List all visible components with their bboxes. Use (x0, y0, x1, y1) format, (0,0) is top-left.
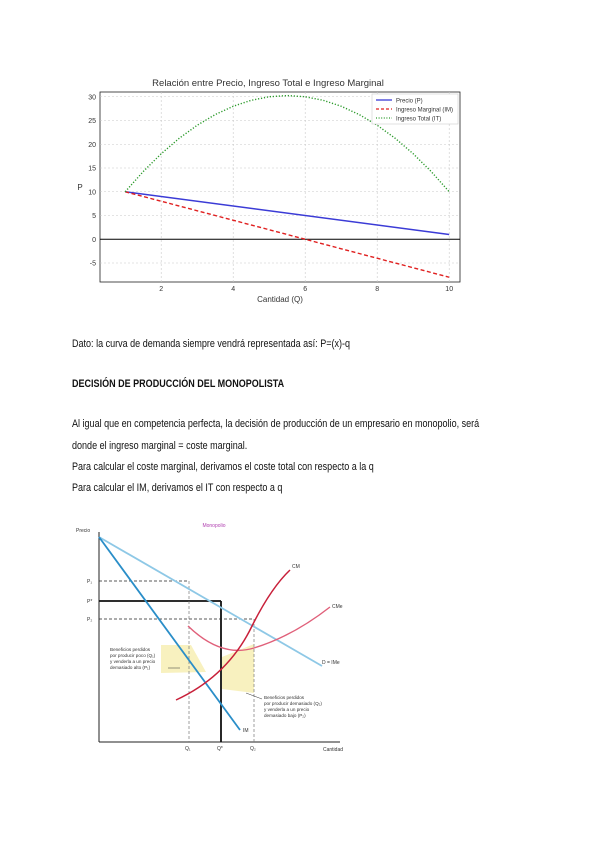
x-tick-label: 2 (159, 286, 164, 293)
chart1-ylabel: P (77, 183, 83, 192)
annotation-right-line: por producir demasiado (Q₂) (264, 701, 322, 706)
im-label: IM (243, 728, 249, 734)
marginal-revenue-curve (99, 537, 240, 730)
q1-tick-label: Q₁ (185, 746, 191, 752)
x-tick-label: 6 (303, 286, 308, 293)
y-tick-label: 20 (88, 141, 96, 149)
annotation-right-line: demasiado bajo (P₂) (264, 713, 306, 718)
annotation-right-pointer (246, 693, 262, 699)
x-tick-label: 10 (445, 286, 454, 293)
lost-profit-area-left (161, 645, 206, 673)
p1-tick-label: P₁ (87, 579, 93, 585)
y-tick-label: 10 (88, 189, 96, 197)
chart1-legend (372, 94, 458, 124)
paragraph-1-line-1: Al igual que en competencia perfecta, la decisión de producción de un empresario en monopolio, será (72, 418, 480, 430)
legend-label-price: Precio (P) (396, 98, 423, 105)
y-tick-label: 5 (92, 213, 96, 220)
price-axis-label: Precio (76, 528, 91, 534)
quantity-axis-label: Cantidad (323, 747, 344, 753)
section-heading: DECISIÓN DE PRODUCCIÓN DEL MONOPOLISTA (72, 378, 285, 390)
annotation-left-line: y venderla a un precio (110, 659, 156, 664)
annotation-left-line: por producir poco (Q₁) (110, 653, 156, 658)
monopoly-diagram (68, 518, 368, 758)
y-tick-label: 30 (88, 94, 96, 102)
cme-label: CMe (332, 604, 343, 610)
price-revenue-chart (68, 72, 468, 310)
y-tick-label: -5 (89, 260, 96, 268)
chart1-xlabel: Cantidad (Q) (257, 295, 303, 304)
annotation-left-line: Beneficios perdidos (110, 647, 151, 652)
paragraph-3: Para calcular el IM, derivamos el IT con respecto a q (72, 482, 283, 494)
dato-text: Dato: la curva de demanda siempre vendrá representada así: P=(x)-q (72, 338, 351, 350)
x-tick-label: 4 (231, 286, 236, 293)
paragraph-1-line-2: donde el ingreso marginal = coste marginal. (72, 440, 248, 452)
annotation-left (110, 647, 156, 670)
p-star-tick-label: P* (87, 599, 93, 605)
marginal-revenue-line (125, 192, 449, 278)
legend-label-it: Ingreso Total (IT) (396, 116, 442, 123)
y-tick-label: 0 (92, 236, 96, 244)
x-tick-label: 8 (375, 286, 380, 293)
lost-profit-area-right (222, 644, 254, 693)
legend-label-im: Ingreso Marginal (IM) (396, 107, 454, 114)
demand-label: D = IMe (322, 660, 340, 666)
paragraph-2: Para calcular el coste marginal, derivamos el coste total con respecto a la q (72, 461, 374, 473)
annotation-right-line: Beneficios perdidos (264, 695, 305, 700)
annotation-right (264, 695, 322, 718)
annotation-right-line: y venderla a un precio (264, 707, 310, 712)
y-tick-label: 25 (88, 118, 96, 125)
q-star-tick-label: Q* (217, 746, 223, 752)
cm-label: CM (292, 564, 300, 570)
p2-tick-label: P₂ (87, 617, 93, 623)
price-line (125, 192, 449, 235)
annotation-left-line: demasiado alto (P₁) (110, 665, 151, 670)
q2-tick-label: Q₂ (250, 746, 256, 752)
chart1-title: Relación entre Precio, Ingreso Total e Ingreso Marginal (152, 78, 384, 89)
monopoly-title: Monopolio (202, 523, 226, 529)
y-tick-label: 15 (88, 165, 96, 173)
